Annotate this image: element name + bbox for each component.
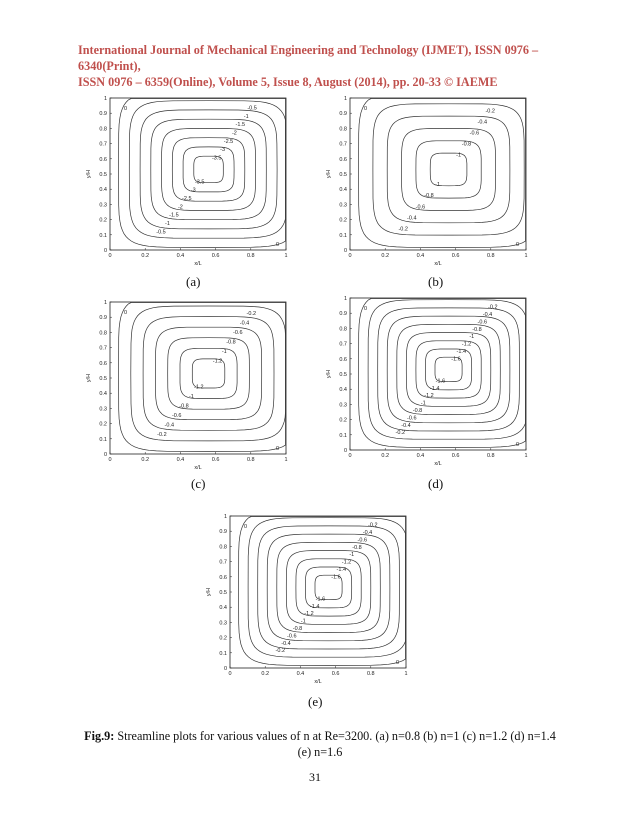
- plot-a-svg: [86, 92, 286, 268]
- contour-label: -1.2: [194, 384, 204, 391]
- y-tick-label: 0.2: [99, 217, 107, 224]
- streamline-plot-d: [326, 292, 526, 468]
- contour-group: [119, 99, 286, 249]
- streamline-contour: [406, 333, 491, 407]
- journal-header-line2: ISSN 0976 – 6359(Online), Volume 5, Issue 8, August (2014), pp. 20-33 © IAEME: [78, 75, 498, 89]
- contour-label-zero: 0: [364, 306, 368, 312]
- y-axis-label: y/H: [206, 587, 212, 597]
- contour-label: -1.4: [336, 567, 347, 573]
- x-tick-label: 0: [228, 671, 232, 677]
- contour-label: -0.2: [398, 226, 408, 233]
- x-tick-label: 1: [284, 457, 288, 463]
- x-tick-label: 0.8: [486, 253, 495, 259]
- subfig-label-a: (a): [186, 274, 201, 289]
- contour-label: -0.2: [246, 310, 257, 317]
- contour-label-zero: 0: [124, 310, 128, 316]
- y-tick-label: 0.4: [99, 391, 107, 398]
- contour-label: -1.6: [451, 356, 461, 363]
- contour-label: -1: [469, 334, 475, 341]
- y-tick-label: 0.2: [339, 217, 347, 224]
- contour-label: -1: [188, 394, 194, 401]
- y-tick-label: 0.3: [339, 202, 347, 209]
- streamline-contour: [425, 349, 471, 390]
- y-tick-label: 0.8: [99, 330, 107, 337]
- streamline-contour: [430, 153, 467, 189]
- plot-e-svg: [206, 510, 406, 686]
- x-tick-label: 0.2: [141, 457, 150, 463]
- y-tick-label: 0.6: [339, 356, 347, 363]
- y-axis-label: y/H: [326, 369, 332, 379]
- journal-header: [78, 42, 568, 90]
- contour-label: -0.8: [226, 339, 236, 346]
- contour-label: -0.8: [461, 141, 472, 148]
- contour-label: -1: [420, 400, 426, 407]
- x-tick-label: 0.6: [331, 671, 340, 677]
- contour-group: [359, 99, 526, 249]
- x-axis-label: x/L: [194, 465, 202, 471]
- contour-label: -1.4: [456, 349, 467, 355]
- contour-label: -0.5: [247, 105, 257, 112]
- y-tick-label: 0.8: [219, 544, 227, 551]
- y-tick-label: 0.5: [99, 172, 107, 178]
- x-tick-label: 0.4: [176, 253, 185, 259]
- contour-label: -0.2: [368, 522, 378, 529]
- y-tick-label: 1: [103, 300, 107, 306]
- contour-label: -1.2: [341, 559, 352, 566]
- y-tick-label: 0.9: [99, 315, 107, 322]
- streamline-contour: [119, 99, 286, 248]
- contour-label: -3.5: [194, 179, 205, 186]
- y-tick-label: 0.3: [219, 620, 227, 627]
- contour-label: -0.6: [477, 319, 488, 326]
- contour-label: -1.6: [315, 596, 326, 603]
- contour-label: -0.6: [407, 415, 417, 422]
- streamline-contour: [387, 316, 510, 423]
- contour-label: -2: [177, 204, 183, 211]
- y-tick-label: 0.7: [99, 141, 107, 148]
- y-tick-label: 0.6: [99, 360, 107, 367]
- y-tick-label: 0.6: [219, 574, 227, 581]
- y-tick-label: 0.6: [339, 156, 347, 163]
- y-tick-label: 0: [343, 248, 347, 254]
- y-axis-label: y/H: [86, 373, 92, 383]
- x-tick-label: 0.8: [246, 253, 255, 259]
- y-tick-label: 0.2: [99, 421, 107, 428]
- x-tick-label: 0.4: [416, 253, 425, 259]
- y-tick-label: 1: [103, 96, 107, 102]
- x-tick-label: 0: [348, 453, 352, 459]
- y-tick-label: 0.4: [219, 605, 227, 612]
- contour-label: -0.8: [292, 626, 303, 632]
- plot-frame: [110, 302, 286, 454]
- contour-label: -0.6: [415, 204, 426, 211]
- contour-label: -0.8: [352, 544, 362, 551]
- contour-label-zero: 0: [364, 106, 368, 112]
- contour-label: -1: [221, 348, 227, 355]
- x-tick-label: 1: [404, 671, 408, 677]
- contour-label-zero: 0: [276, 446, 280, 452]
- x-tick-label: 1: [524, 253, 528, 259]
- x-tick-label: 0.6: [451, 453, 460, 459]
- contour-label: -1.2: [461, 341, 472, 348]
- streamline-contour: [277, 542, 381, 632]
- contour-label: -0.5: [156, 229, 166, 236]
- x-axis-label: x/L: [434, 261, 442, 267]
- streamline-contour: [129, 101, 285, 239]
- streamline-contour: [373, 104, 524, 235]
- x-axis-label: x/L: [314, 679, 322, 685]
- streamline-contour: [131, 306, 286, 441]
- contour-label: -0.4: [362, 530, 373, 536]
- y-tick-label: 0.5: [339, 372, 347, 378]
- x-tick-label: 0.4: [176, 457, 185, 463]
- contour-label: -0.6: [233, 329, 243, 336]
- y-axis-label: y/H: [326, 169, 332, 179]
- y-tick-label: 0.9: [99, 111, 107, 118]
- contour-label: -0.2: [395, 430, 406, 437]
- contour-label-zero: 0: [244, 524, 248, 530]
- contour-label: -1.2: [304, 611, 314, 618]
- streamline-contour: [416, 141, 481, 198]
- y-tick-label: 1: [343, 96, 347, 102]
- contour-label: -0.8: [472, 326, 482, 333]
- x-axis-label: x/L: [434, 461, 442, 467]
- contour-label-zero: 0: [276, 242, 280, 248]
- x-axis-label: x/L: [194, 261, 202, 267]
- contour-label: -1: [243, 113, 249, 120]
- x-tick-label: 0.6: [451, 253, 460, 259]
- contour-label: -0.6: [357, 537, 368, 544]
- y-tick-label: 0.9: [339, 311, 347, 318]
- x-tick-label: 0: [108, 253, 112, 259]
- streamline-contour: [143, 317, 274, 431]
- x-tick-label: 0.2: [381, 453, 390, 459]
- y-tick-label: 1: [343, 296, 347, 302]
- contour-label: -2: [231, 130, 237, 137]
- axes-group: [326, 296, 528, 467]
- contour-label: -3: [220, 147, 226, 154]
- streamline-contour: [155, 327, 261, 420]
- y-tick-label: 0.7: [219, 559, 227, 566]
- y-tick-label: 0: [103, 248, 107, 254]
- streamline-contour: [119, 303, 286, 452]
- x-tick-label: 0.8: [366, 671, 375, 677]
- contour-label: -1: [456, 152, 462, 159]
- x-tick-label: 1: [524, 453, 528, 459]
- y-tick-label: 0.8: [339, 126, 347, 133]
- contour-label: -0.2: [485, 108, 495, 115]
- y-tick-label: 0.1: [339, 432, 347, 439]
- streamline-contour: [248, 518, 405, 658]
- contour-label: -0.4: [477, 119, 488, 126]
- x-tick-label: 0.6: [211, 457, 220, 463]
- caption-prefix: Fig.9:: [84, 729, 115, 743]
- page-number: 31: [309, 770, 321, 784]
- subfig-label-b: (b): [428, 274, 444, 289]
- y-tick-label: 0.2: [219, 635, 227, 642]
- contour-group: [359, 299, 526, 449]
- x-tick-label: 1: [284, 253, 288, 259]
- contour-label: -1: [165, 221, 170, 227]
- contour-label: -1.5: [169, 212, 179, 219]
- y-tick-label: 0.5: [219, 590, 227, 596]
- streamline-contour: [368, 300, 525, 440]
- contour-label-zero: 0: [396, 660, 400, 666]
- x-tick-label: 0.2: [261, 671, 270, 677]
- y-tick-label: 0.4: [99, 187, 107, 194]
- caption-text: Streamline plots for various values of n at Re=3200. (a) n=0.8 (b) n=1 (c) n=1.2 (d) n=1.4 (e) n=1.6: [114, 729, 556, 759]
- contour-group: [119, 303, 286, 453]
- x-tick-label: 0: [348, 253, 352, 259]
- contour-label: -3: [190, 187, 196, 194]
- y-tick-label: 1: [223, 514, 227, 520]
- contour-label: -0.6: [287, 633, 297, 640]
- x-tick-label: 0: [108, 457, 112, 463]
- x-tick-label: 0.8: [246, 457, 255, 463]
- contour-label: -2.5: [223, 138, 234, 145]
- y-tick-label: 0: [223, 666, 227, 672]
- y-tick-label: 0.1: [339, 232, 347, 239]
- x-tick-label: 0.6: [211, 253, 220, 259]
- axes-group: [86, 96, 288, 267]
- y-tick-label: 0.9: [219, 529, 227, 536]
- contour-label-zero: 0: [516, 242, 520, 248]
- axes-group: [206, 514, 408, 685]
- contour-label: -1: [349, 552, 355, 559]
- y-tick-label: 0.3: [99, 406, 107, 413]
- axes-group: [326, 96, 528, 267]
- x-tick-label: 0.4: [296, 671, 305, 677]
- contour-label: -0.2: [488, 304, 498, 311]
- streamline-contour: [267, 534, 390, 641]
- contour-label: -0.6: [469, 130, 480, 137]
- y-tick-label: 0.1: [99, 232, 107, 239]
- contour-label: -0.8: [424, 193, 434, 200]
- y-axis-label: y/H: [86, 169, 92, 179]
- contour-label: -1: [300, 618, 306, 625]
- streamline-contour: [286, 551, 371, 625]
- y-tick-label: 0.5: [339, 172, 347, 178]
- subfig-label-d: (d): [428, 476, 444, 491]
- y-tick-label: 0.7: [339, 341, 347, 348]
- contour-label: -1.5: [235, 122, 246, 129]
- plot-c-svg: [86, 296, 286, 472]
- streamline-contour: [397, 324, 501, 414]
- streamline-contour: [378, 308, 520, 431]
- contour-label: -1.4: [429, 385, 440, 392]
- contour-label: -3.5: [211, 155, 222, 162]
- y-tick-label: 0: [343, 448, 347, 454]
- streamline-plot-a: [86, 92, 286, 268]
- y-tick-label: 0.3: [339, 402, 347, 409]
- contour-label: -0.4: [482, 312, 493, 318]
- contour-label: -1.2: [424, 393, 434, 400]
- y-tick-label: 0: [103, 452, 107, 458]
- plot-b-svg: [326, 92, 526, 268]
- streamline-contour: [180, 348, 237, 401]
- x-tick-label: 0.4: [416, 453, 425, 459]
- contour-label: -0.8: [412, 408, 423, 414]
- streamline-contour: [183, 147, 234, 192]
- streamline-contour: [162, 128, 256, 210]
- streamline-contour: [258, 526, 400, 649]
- y-tick-label: 0.3: [99, 202, 107, 209]
- contour-label: -0.6: [171, 413, 182, 420]
- streamline-plot-e: [206, 510, 406, 686]
- y-tick-label: 0.6: [99, 156, 107, 163]
- y-tick-label: 0.4: [339, 387, 347, 394]
- contour-label-zero: 0: [516, 442, 520, 448]
- y-tick-label: 0.7: [99, 345, 107, 352]
- y-tick-label: 0.1: [99, 436, 107, 443]
- y-tick-label: 0.5: [99, 376, 107, 382]
- contour-label: -0.4: [401, 422, 411, 429]
- y-tick-label: 0.2: [339, 417, 347, 424]
- contour-label: -0.4: [281, 640, 291, 647]
- x-tick-label: 0.2: [381, 253, 390, 259]
- contour-label: -1.4: [309, 603, 320, 610]
- y-tick-label: 0.9: [339, 111, 347, 118]
- journal-header-line1: International Journal of Mechanical Engineering and Technology (IJMET), ISSN 0976 – 6340(Print),: [78, 43, 539, 73]
- contour-label: -1.6: [331, 574, 341, 581]
- contour-label: -0.4: [407, 215, 417, 222]
- contour-label: -1: [435, 182, 441, 189]
- streamline-contour: [387, 116, 510, 223]
- y-tick-label: 0.4: [339, 187, 347, 194]
- contour-label: -0.4: [239, 320, 250, 327]
- plot-frame: [110, 98, 286, 250]
- contour-label-zero: 0: [124, 106, 128, 112]
- figure-caption: [80, 728, 560, 760]
- y-tick-label: 0.8: [99, 126, 107, 133]
- streamline-contour: [140, 110, 277, 229]
- plot-d-svg: [326, 292, 526, 468]
- axes-group: [86, 300, 288, 471]
- contour-label: -0.8: [179, 403, 189, 410]
- streamline-plot-c: [86, 296, 286, 472]
- streamline-contour: [305, 567, 351, 608]
- contour-group: [239, 517, 406, 667]
- x-tick-label: 0.8: [486, 453, 495, 459]
- contour-label: -1.6: [435, 378, 446, 385]
- contour-label: -0.4: [164, 422, 175, 429]
- contour-label: -0.2: [275, 648, 286, 655]
- subfig-label-c: (c): [191, 476, 206, 491]
- streamline-contour: [151, 119, 266, 220]
- y-tick-label: 0.8: [339, 326, 347, 333]
- x-tick-label: 0.2: [141, 253, 150, 259]
- streamline-plot-b: [326, 92, 526, 268]
- contour-label: -1.2: [212, 358, 223, 365]
- contour-label: -0.2: [157, 432, 167, 439]
- y-tick-label: 0.1: [219, 650, 227, 657]
- subfig-label-e: (e): [308, 694, 323, 709]
- contour-label: -2.5: [182, 196, 192, 202]
- y-tick-label: 0.7: [339, 141, 347, 148]
